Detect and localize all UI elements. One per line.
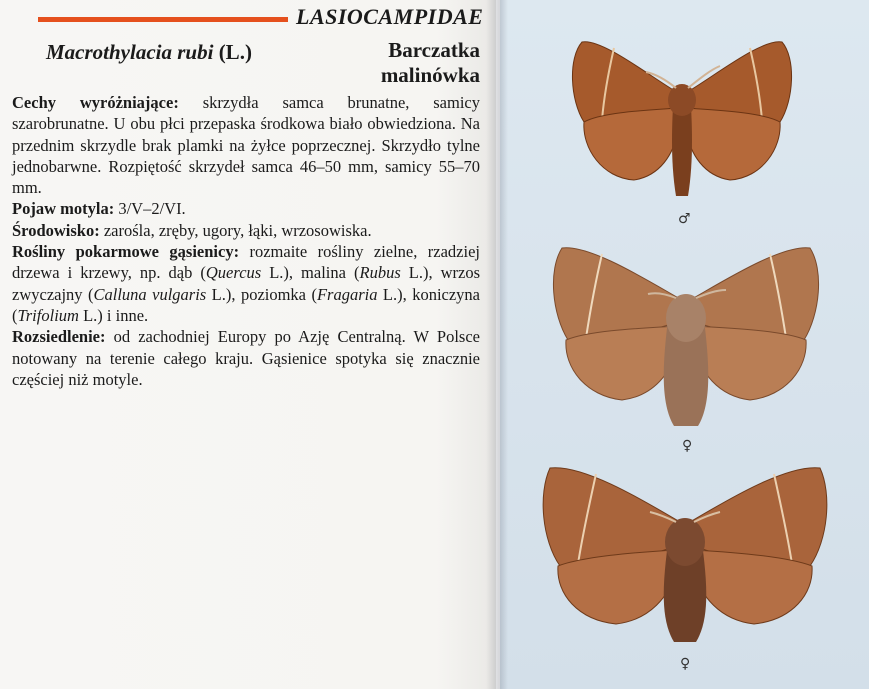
plant-genus: Fragaria bbox=[316, 284, 378, 304]
header-rule bbox=[38, 17, 288, 22]
family-heading: LASIOCAMPIDAE bbox=[296, 4, 484, 29]
species-description bbox=[12, 92, 480, 390]
features-paragraph bbox=[12, 92, 480, 198]
moth-female-illustration-2 bbox=[540, 462, 830, 652]
habitat-text: zarośla, zręby, ugory, łąki, wrzosowiska. bbox=[99, 220, 372, 240]
foodplants-label: Rośliny pokarmowe gąsienicy: bbox=[12, 242, 240, 262]
plant-genus: Trifolium bbox=[17, 305, 79, 325]
moth-thorax bbox=[665, 518, 705, 566]
hindwing-left bbox=[584, 108, 678, 180]
hindwing-left bbox=[566, 326, 678, 400]
foodplants-text: L.), koniczyna ( bbox=[12, 284, 480, 325]
species-title bbox=[46, 40, 252, 65]
male-sex-symbol: ♂ bbox=[678, 211, 691, 227]
features-label: Cechy wyróżniające: bbox=[12, 93, 179, 112]
flight-text: 3/V–2/VI. bbox=[114, 199, 186, 219]
distribution-text: od zachodniej Europy po Azję Centralną. W Polsce notowany na terenie całego kraju. Gąsienice spotyka się znacznie częściej niż motyle. bbox=[12, 327, 480, 389]
plant-genus: Calluna vulgaris bbox=[93, 284, 207, 304]
hindwing-left bbox=[558, 550, 676, 624]
foodplants-paragraph bbox=[12, 241, 480, 326]
moth-male-illustration bbox=[562, 30, 802, 208]
habitat-label: Środowisko: bbox=[12, 220, 100, 240]
species-latin-name: Macrothylacia rubi bbox=[46, 40, 214, 64]
foodplants-text: L.) i inne. bbox=[78, 305, 149, 325]
female-sex-symbol: ♀ bbox=[682, 438, 693, 454]
plant-genus: Quercus bbox=[205, 263, 262, 283]
common-name-line1: Barczatka bbox=[388, 38, 480, 62]
foodplants-text: L.), poziomka ( bbox=[206, 284, 317, 304]
foodplants-text: rozmaite rośliny zielne, rzadziej drzewa i krzewy, np. dąb ( bbox=[12, 242, 480, 283]
hindwing-right bbox=[694, 550, 812, 624]
flight-paragraph bbox=[12, 198, 480, 219]
distribution-paragraph bbox=[12, 326, 480, 390]
hindwing-right bbox=[686, 108, 780, 180]
hindwing-right bbox=[694, 326, 806, 400]
features-text: skrzydła samca brunatne, samicy szarobrunatne. U obu płci przepaska środkowa biało obwiedziona. Na przednim skrzydle brak plamki na żyłce poprzecznej. Skrzydło tylne jednobarwne. Rozpiętość skrzydeł samca 46–50 mm, samicy 55–70 mm. bbox=[12, 93, 481, 198]
plant-genus: Rubus bbox=[359, 263, 401, 283]
distribution-label: Rozsiedlenie: bbox=[12, 327, 106, 347]
moth-thorax bbox=[668, 84, 696, 116]
common-name bbox=[330, 38, 480, 88]
foodplants-text: L.), wrzos zwyczajny ( bbox=[12, 263, 481, 304]
moth-thorax bbox=[666, 294, 706, 342]
book-gutter bbox=[486, 0, 508, 689]
female-sex-symbol-2: ♀ bbox=[680, 656, 691, 672]
habitat-paragraph bbox=[12, 220, 480, 241]
species-author: (L.) bbox=[218, 40, 252, 64]
moth-female-illustration bbox=[550, 240, 822, 432]
common-name-line2: malinówka bbox=[380, 63, 480, 87]
foodplants-text: L.), malina ( bbox=[261, 263, 360, 283]
flight-label: Pojaw motyla: bbox=[12, 199, 115, 219]
